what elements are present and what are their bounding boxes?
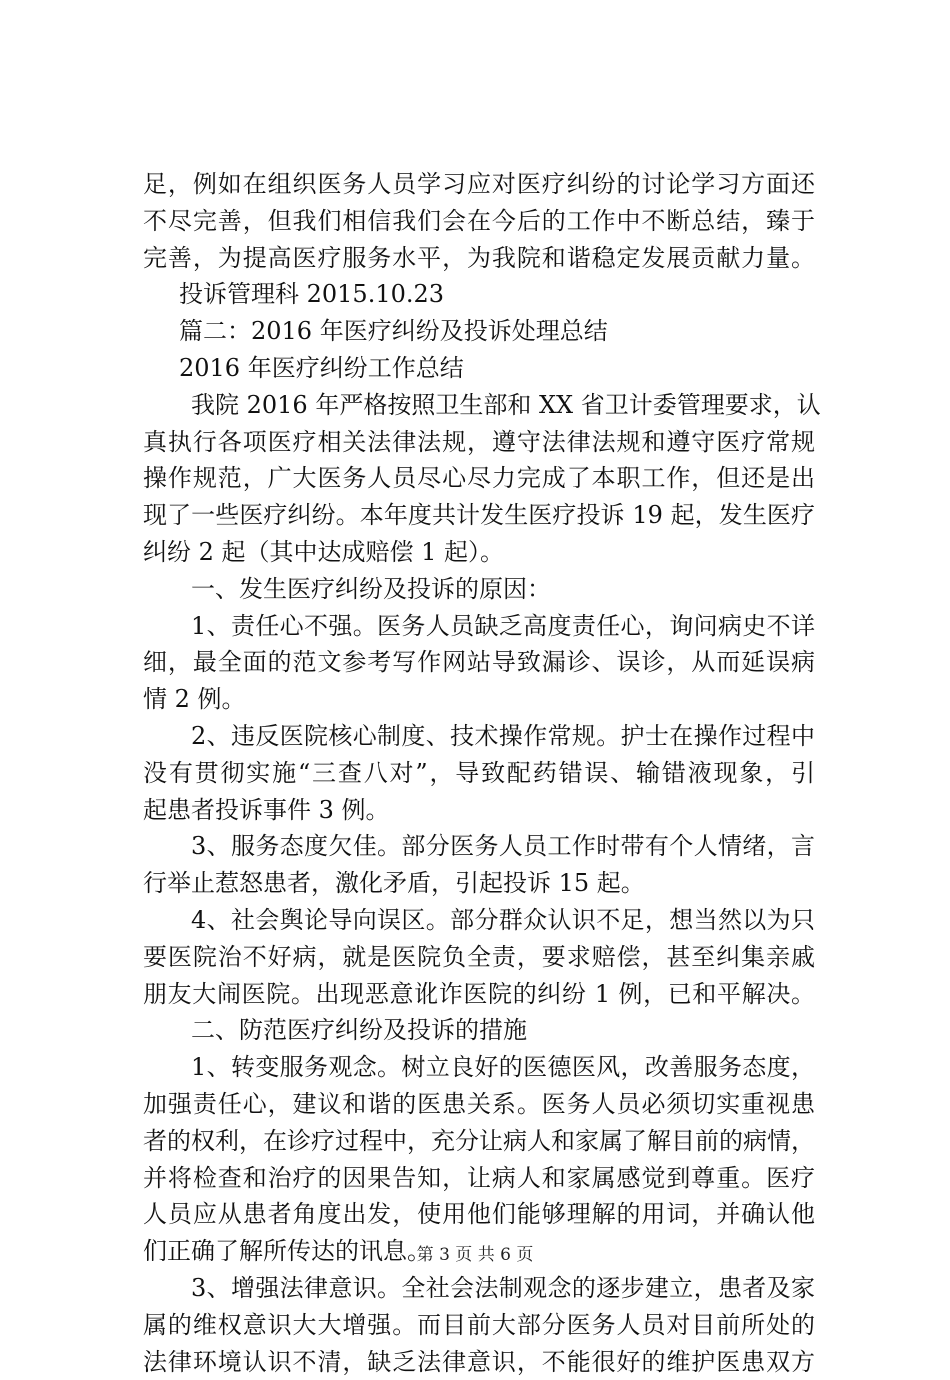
paragraph-line: 足，例如在组织医务人员学习应对医疗纠纷的讨论学习方面还 <box>143 166 815 203</box>
paragraph-line: 们正确了解所传达的讯息。 <box>143 1233 815 1270</box>
paragraph-line: 者的权利，在诊疗过程中，充分让病人和家属了解目前的病情， <box>143 1123 815 1160</box>
document-body <box>143 166 815 1380</box>
paragraph-line: 行举止惹怒患者，激化矛盾，引起投诉 15 起。 <box>143 865 815 902</box>
paragraph-line: 一、发生医疗纠纷及投诉的原因： <box>143 571 815 608</box>
paragraph-line: 纠纷 2 起（其中达成赔偿 1 起）。 <box>143 534 815 571</box>
paragraph-line: 现了一些医疗纠纷。本年度共计发生医疗投诉 19 起，发生医疗 <box>143 497 815 534</box>
paragraph-line: 2、违反医院核心制度、技术操作常规。护士在操作过程中 <box>143 718 815 755</box>
page-footer: 第 3 页 共 6 页 <box>0 1244 950 1266</box>
paragraph-line: 没有贯彻实施“三查八对”，导致配药错误、输错液现象，引 <box>143 755 815 792</box>
paragraph-line: 真执行各项医疗相关法律法规，遵守法律法规和遵守医疗常规 <box>143 424 815 461</box>
paragraph-line: 法律环境认识不清，缺乏法律意识，不能很好的维护医患双方 <box>143 1344 815 1380</box>
paragraph-line: 我院 2016 年严格按照卫生部和 XX 省卫计委管理要求，认 <box>143 387 815 424</box>
paragraph-line: 加强责任心，建议和谐的医患关系。医务人员必须切实重视患 <box>143 1086 815 1123</box>
paragraph-line: 1、转变服务观念。树立良好的医德医风，改善服务态度， <box>143 1049 815 1086</box>
paragraph-line: 4、社会舆论导向误区。部分群众认识不足，想当然以为只 <box>143 902 815 939</box>
paragraph-line: 起患者投诉事件 3 例。 <box>143 792 815 829</box>
paragraph-line: 并将检查和治疗的因果告知，让病人和家属感觉到尊重。医疗 <box>143 1160 815 1197</box>
paragraph-line: 完善，为提高医疗服务水平，为我院和谐稳定发展贡献力量。 <box>143 240 815 277</box>
paragraph-line: 不尽完善，但我们相信我们会在今后的工作中不断总结，臻于 <box>143 203 815 240</box>
paragraph-line: 二、防范医疗纠纷及投诉的措施 <box>143 1012 815 1049</box>
paragraph-line: 属的维权意识大大增强。而目前大部分医务人员对目前所处的 <box>143 1307 815 1344</box>
paragraph-line: 1、责任心不强。医务人员缺乏高度责任心，询问病史不详 <box>143 608 815 645</box>
paragraph-line: 细，最全面的范文参考写作网站导致漏诊、误诊，从而延误病 <box>143 644 815 681</box>
paragraph-line: 篇二：2016 年医疗纠纷及投诉处理总结 <box>143 313 815 350</box>
paragraph-line: 情 2 例。 <box>143 681 815 718</box>
paragraph-line: 3、服务态度欠佳。部分医务人员工作时带有个人情绪，言 <box>143 828 815 865</box>
paragraph-line: 3、增强法律意识。全社会法制观念的逐步建立，患者及家 <box>143 1270 815 1307</box>
paragraph-line: 要医院治不好病，就是医院负全责，要求赔偿，甚至纠集亲戚 <box>143 939 815 976</box>
paragraph-line: 投诉管理科 2015.10.23 <box>143 276 815 313</box>
paragraph-line: 2016 年医疗纠纷工作总结 <box>143 350 815 387</box>
paragraph-line: 朋友大闹医院。出现恶意讹诈医院的纠纷 1 例，已和平解决。 <box>143 976 815 1013</box>
paragraph-line: 操作规范，广大医务人员尽心尽力完成了本职工作，但还是出 <box>143 460 815 497</box>
paragraph-line: 人员应从患者角度出发，使用他们能够理解的用词，并确认他 <box>143 1196 815 1233</box>
